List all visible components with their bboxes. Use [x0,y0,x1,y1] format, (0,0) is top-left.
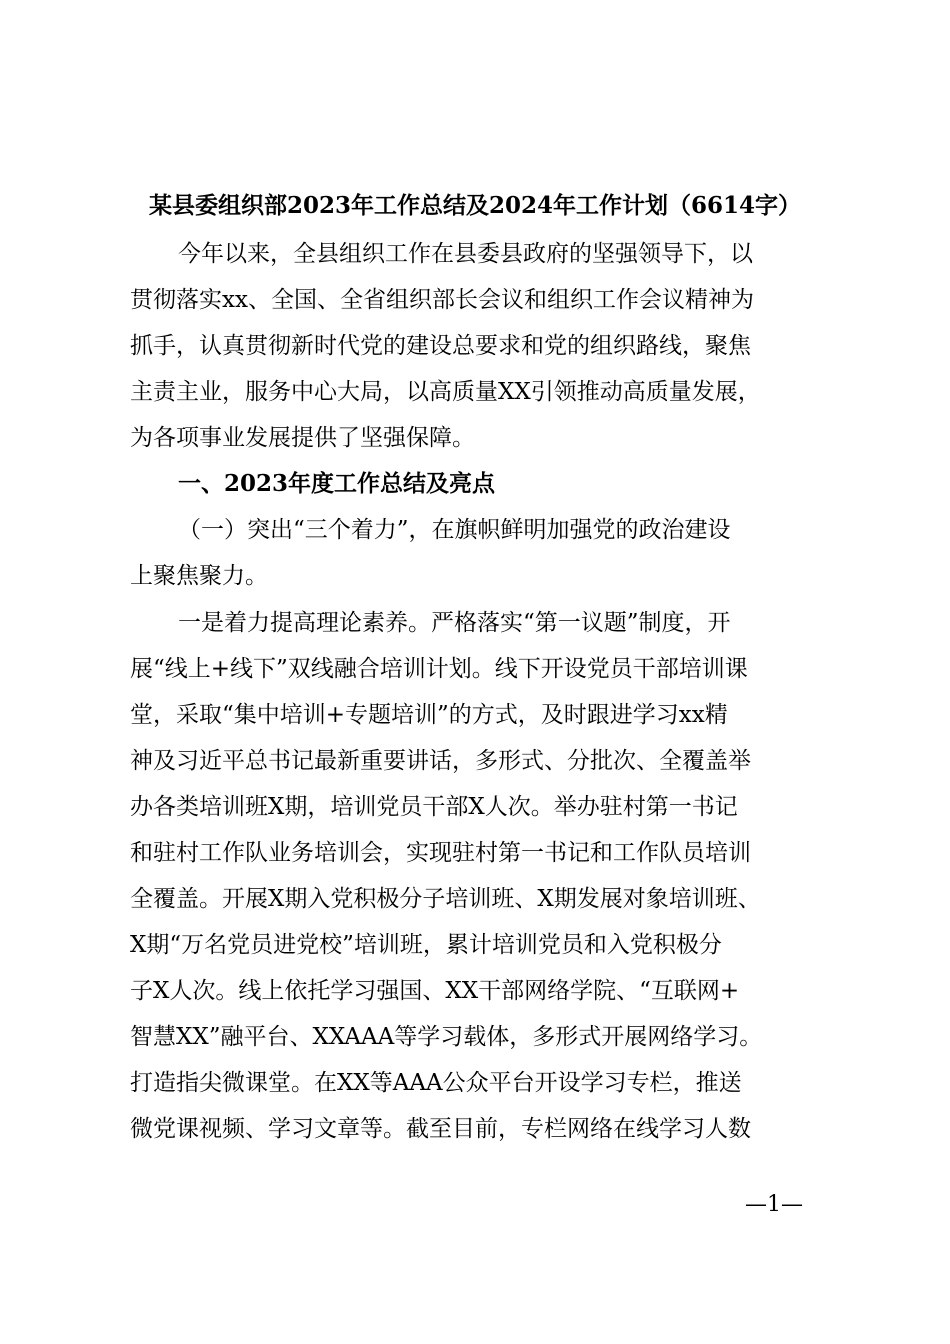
paragraph-line: 打造指尖微课堂。在XX等AAA公众平台开设学习专栏，推送 [130,1070,742,1096]
paragraph-line: 办各类培训班X期，培训党员干部X人次。举办驻村第一书记 [130,794,738,820]
paragraph-line: 智慧XX”融平台、XXAAA等学习载体，多形式开展网络学习。 [130,1024,763,1050]
page-number: —1— [745,1192,803,1217]
paragraph-line: 和驻村工作队业务培训会，实现驻村第一书记和工作队员培训 [130,840,751,866]
subsection-heading-line: 上聚焦聚力。 [130,563,268,589]
document-title: 某县委组织部2023年工作总结及2024年工作计划（6614字） [148,192,802,219]
paragraph-line: 贯彻落实xx、全国、全省组织部长会议和组织工作会议精神为 [130,287,754,313]
paragraph-line: 今年以来，全县组织工作在县委县政府的坚强领导下，以 [178,241,753,267]
paragraph-line: 微党课视频、学习文章等。截至目前，专栏网络在线学习人数 [130,1116,751,1142]
paragraph-line: 全覆盖。开展X期入党积极分子培训班、X期发展对象培训班、 [130,886,761,912]
paragraph-line: 抓手，认真贯彻新时代党的建设总要求和党的组织路线，聚焦 [130,333,751,359]
paragraph-line: 为各项事业发展提供了坚强保障。 [130,425,475,451]
paragraph-line: 堂，采取“集中培训+专题培训”的方式，及时跟进学习xx精 [130,702,728,728]
section-heading: 一、2023年度工作总结及亮点 [178,470,496,497]
paragraph-line: X期“万名党员进党校”培训班，累计培训党员和入党积极分 [130,932,722,958]
paragraph-line: 神及习近平总书记最新重要讲话，多形式、分批次、全覆盖举 [130,748,751,774]
subsection-heading-line: （一）突出“三个着力”，在旗帜鲜明加强党的政治建设 [178,517,731,543]
paragraph-line: 子X人次。线上依托学习强国、XX干部网络学院、“互联网+ [130,978,740,1004]
paragraph-line: 展“线上+线下”双线融合培训计划。线下开设党员干部培训课 [130,656,748,682]
paragraph-line: 主责主业，服务中心大局，以高质量XX引领推动高质量发展， [130,379,761,405]
paragraph-line: 一是着力提高理论素养。严格落实“第一议题”制度，开 [178,610,731,636]
